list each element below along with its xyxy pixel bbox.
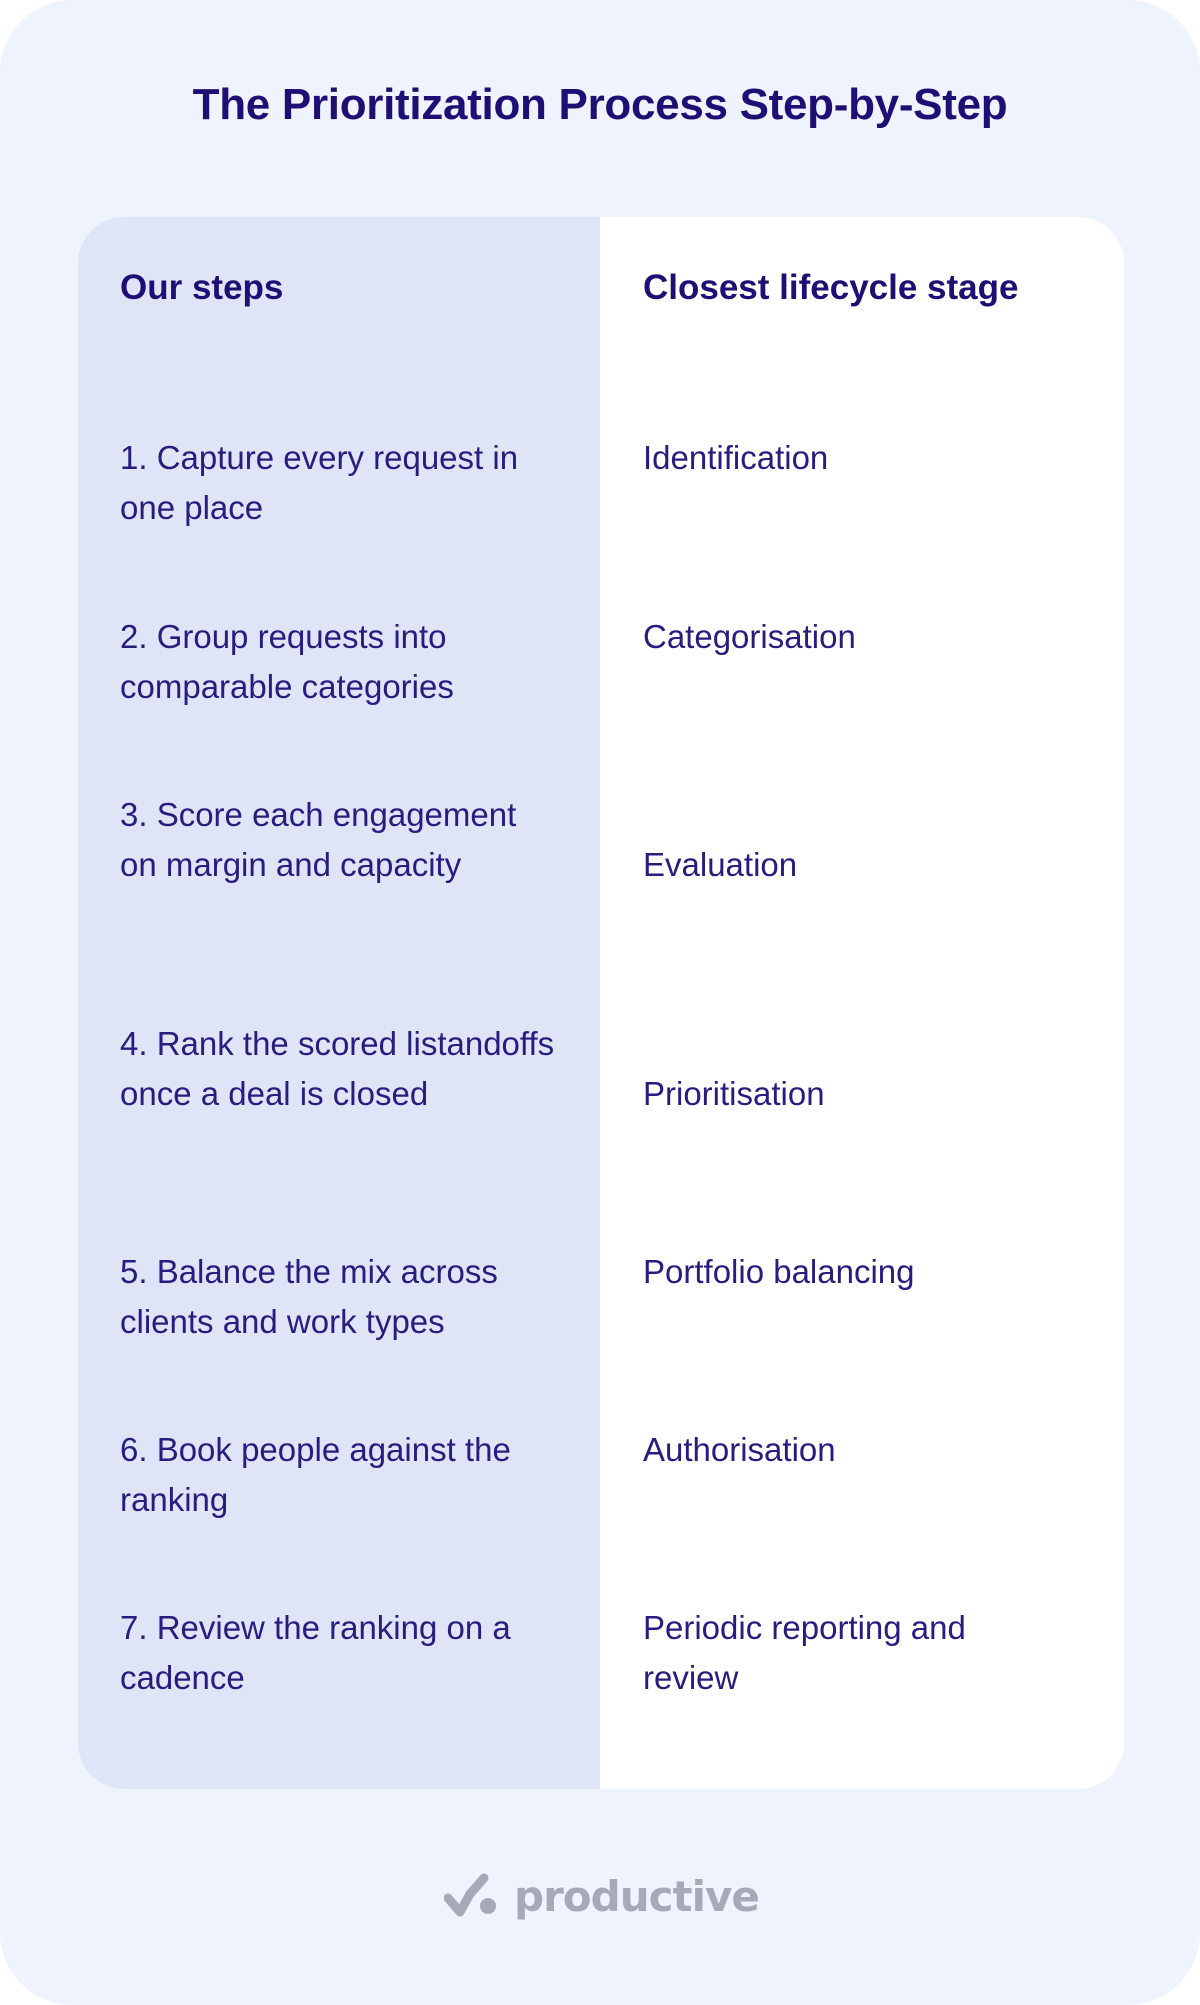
page-title: The Prioritization Process Step-by-Step <box>192 80 1008 129</box>
header-our-steps: Our steps <box>120 268 284 307</box>
table-row-3-step: 3. Score each engagement on margin and capacity <box>120 796 517 883</box>
header-lifecycle-stage: Closest lifecycle stage <box>643 268 1019 307</box>
table-row-4-step: 4. Rank the scored listandoffs once a deal is closed <box>120 1025 555 1112</box>
table-row-4-stage: Prioritisation <box>643 1075 825 1112</box>
table-row-2-stage: Categorisation <box>643 618 856 655</box>
table-row-3-stage: Evaluation <box>643 846 798 883</box>
table-row-5-stage: Portfolio balancing <box>643 1253 915 1290</box>
brand-name: productive <box>514 1871 759 1921</box>
productive-check-icon <box>444 1872 502 1920</box>
table-row-6-step: 6. Book people against the ranking <box>120 1431 511 1518</box>
table-row-2-step: 2. Group requests into comparable categories <box>120 618 454 705</box>
steps-table <box>78 217 1124 1789</box>
table-row-6-stage: Authorisation <box>643 1431 836 1468</box>
table-row-7-stage: Periodic reporting and review <box>643 1609 966 1696</box>
productive-logo <box>444 1868 759 1924</box>
table-row-1-step: 1. Capture every request in one place <box>120 439 519 526</box>
table-row-5-step: 5. Balance the mix across clients and work types <box>120 1253 498 1340</box>
table-row-1-stage: Identification <box>643 439 829 476</box>
table-row-7-step: 7. Review the ranking on a cadence <box>120 1609 511 1696</box>
